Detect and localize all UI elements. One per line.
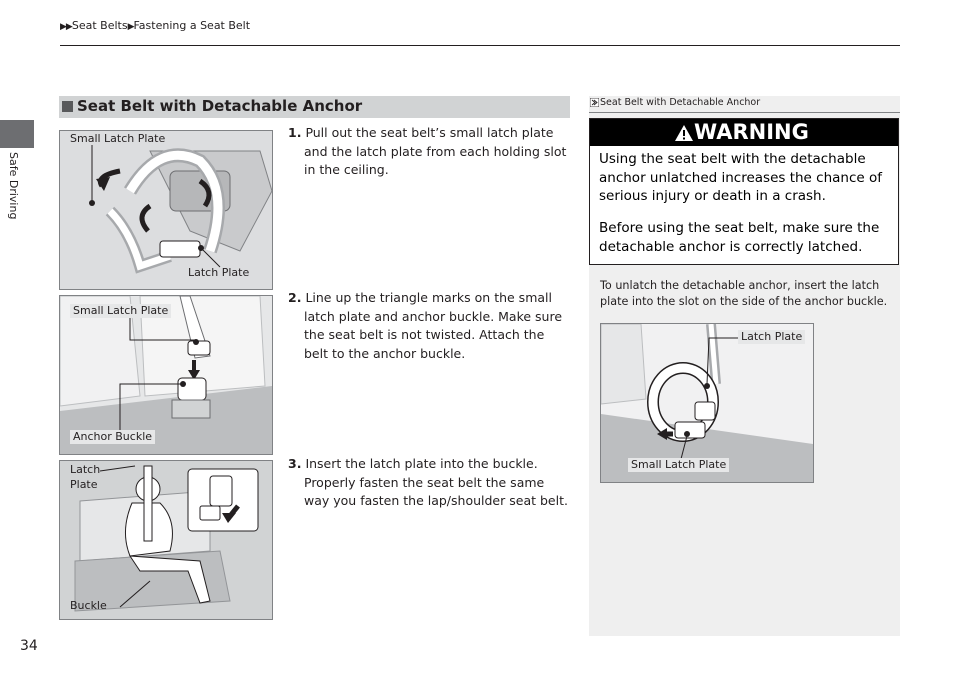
step-1 — [288, 124, 570, 180]
step-3 — [288, 455, 570, 511]
step-text: Insert the latch plate into the buckle. Properly fasten the seat belt the same way you fasten the lap/shoulder seat belt. — [304, 456, 568, 509]
label-latch-plate: Latch Plate — [188, 266, 250, 279]
figure-attach-anchor-buckle — [59, 295, 273, 455]
step-number: 3. — [288, 456, 302, 471]
breadcrumb-page: Fastening a Seat Belt — [133, 19, 251, 32]
breadcrumb-section[interactable]: Seat Belts — [71, 19, 128, 32]
warning-paragraph-1: Using the seat belt with the detachable anchor unlatched increases the chance of serious injury or death in a crash. — [599, 151, 882, 205]
sidebar-header-text[interactable]: Seat Belt with Detachable Anchor — [600, 97, 761, 108]
label-buckle: Buckle — [70, 599, 107, 612]
chapter-tab-label: Safe Driving — [7, 152, 20, 220]
label-latch-plate-line1: Latch — [70, 463, 101, 476]
unlatch-note: To unlatch the detachable anchor, insert the latch plate into the slot on the side of the anchor buckle. — [600, 279, 888, 308]
label-latch-plate-line2: Plate — [70, 478, 98, 491]
breadcrumb-separator-icon: ▶ — [127, 22, 134, 32]
figure-pull-out-latch-plates — [59, 130, 273, 290]
warning-triangle-icon — [674, 124, 694, 142]
sidebar-header — [589, 96, 900, 112]
warning-box — [589, 118, 899, 265]
reference-arrow-icon — [590, 98, 599, 107]
step-number: 1. — [288, 125, 302, 140]
warning-title: WARNING — [694, 120, 809, 144]
step-text: Line up the triangle marks on the small latch plate and anchor buckle. Make sure the seat belt is not twisted. Attach the belt to the anchor buckle. — [304, 290, 563, 362]
chapter-tab[interactable] — [0, 120, 34, 148]
section-heading — [59, 96, 570, 118]
step-text: Pull out the seat belt’s small latch plate and the latch plate from each holding slot in the ceiling. — [304, 125, 567, 178]
breadcrumb — [60, 19, 250, 32]
header-divider — [60, 45, 900, 46]
figure-insert-latch-plate — [59, 460, 273, 620]
label-small-latch-plate: Small Latch Plate — [70, 304, 171, 318]
step-2 — [288, 289, 570, 364]
label-anchor-buckle: Anchor Buckle — [70, 430, 155, 444]
sidebar-divider — [589, 112, 900, 113]
step-number: 2. — [288, 290, 302, 305]
label-latch-plate: Latch Plate — [738, 330, 805, 344]
heading-square-icon — [62, 101, 73, 112]
page-number: 34 — [20, 638, 38, 654]
warning-bar — [590, 119, 898, 146]
breadcrumb-arrows-icon: ▶▶ — [60, 22, 72, 32]
section-title: Seat Belt with Detachable Anchor — [77, 97, 363, 115]
label-small-latch-plate: Small Latch Plate — [70, 132, 166, 145]
figure-unlatch-anchor — [600, 323, 814, 483]
label-small-latch-plate: Small Latch Plate — [628, 458, 729, 472]
warning-paragraph-2: Before using the seat belt, make sure the detachable anchor is correctly latched. — [599, 220, 880, 255]
